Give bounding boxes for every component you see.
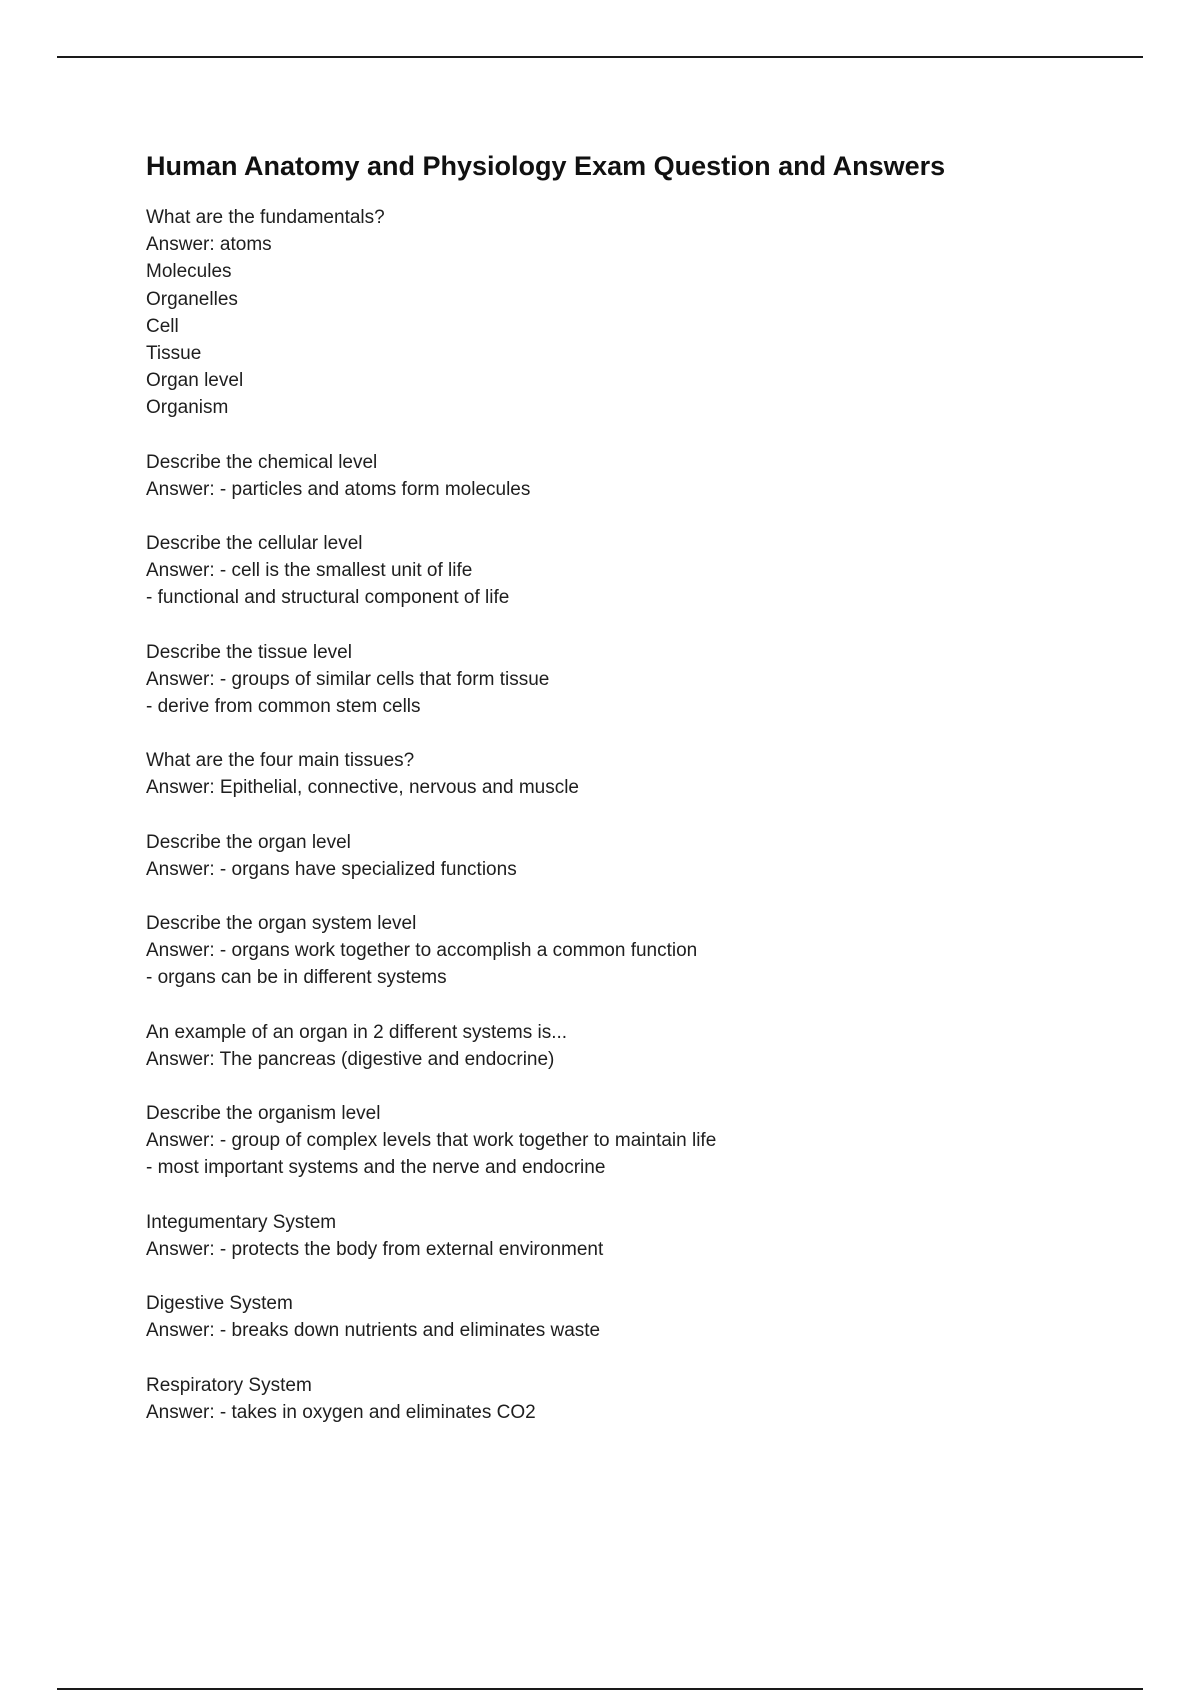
answer-line: - most important systems and the nerve and endocrine [146, 1157, 606, 1179]
question-text: What are the four main tissues? [146, 750, 415, 772]
qa-list [146, 204, 1106, 1426]
qa-item [146, 1372, 1106, 1426]
answer-line: - functional and structural component of life [146, 587, 510, 609]
qa-item [146, 1100, 1106, 1182]
question-text: Describe the organism level [146, 1103, 381, 1125]
answer-line: Answer: - breaks down nutrients and eliminates waste [146, 1320, 601, 1342]
question-text: Describe the tissue level [146, 641, 352, 663]
answer-line: Answer: - group of complex levels that work together to maintain life [146, 1130, 717, 1152]
question-text: Describe the organ system level [146, 913, 417, 935]
answer-line: Organ level [146, 370, 244, 392]
answer-line: - organs can be in different systems [146, 967, 447, 989]
answer-line: Answer: atoms [146, 234, 272, 256]
answer-line: Answer: - takes in oxygen and eliminates CO2 [146, 1401, 536, 1423]
question-text: What are the fundamentals? [146, 207, 385, 228]
answer-line: Organelles [146, 288, 238, 310]
qa-item [146, 1019, 1106, 1073]
answer-line: Tissue [146, 343, 202, 365]
answer-line: - derive from common stem cells [146, 696, 421, 718]
answer-line: Organism [146, 397, 229, 419]
page-title: Human Anatomy and Physiology Exam Question and Answers [146, 151, 946, 181]
answer-line: Molecules [146, 261, 232, 283]
answer-line: Answer: Epithelial, connective, nervous and muscle [146, 777, 580, 799]
answer-line: Answer: The pancreas (digestive and endocrine) [146, 1048, 555, 1070]
qa-item [146, 747, 1106, 801]
answer-line: Answer: - protects the body from external environment [146, 1238, 604, 1260]
question-text: Respiratory System [146, 1374, 312, 1396]
qa-item [146, 829, 1106, 883]
answer-line: Answer: - particles and atoms form molecules [146, 478, 531, 500]
question-text: Digestive System [146, 1293, 293, 1315]
answer-line: Cell [146, 315, 179, 337]
qa-item [146, 449, 1106, 503]
answer-line: Answer: - organs work together to accomplish a common function [146, 940, 698, 962]
qa-item [146, 639, 1106, 721]
question-text: An example of an organ in 2 different systems is... [146, 1021, 568, 1043]
document-body [146, 146, 1106, 1453]
question-text: Describe the organ level [146, 831, 351, 853]
answer-line: Answer: - groups of similar cells that form tissue [146, 668, 550, 690]
answer-line: Answer: - cell is the smallest unit of life [146, 560, 473, 582]
question-text: Describe the chemical level [146, 451, 378, 473]
qa-item [146, 530, 1106, 612]
qa-item [146, 1290, 1106, 1344]
qa-item [146, 910, 1106, 992]
qa-item [146, 1209, 1106, 1263]
question-text: Describe the cellular level [146, 533, 363, 555]
footer-rule [57, 1688, 1143, 1690]
question-text: Integumentary System [146, 1211, 337, 1233]
answer-line: Answer: - organs have specialized functions [146, 858, 517, 880]
header-rule [57, 56, 1143, 58]
qa-item [146, 204, 1106, 422]
